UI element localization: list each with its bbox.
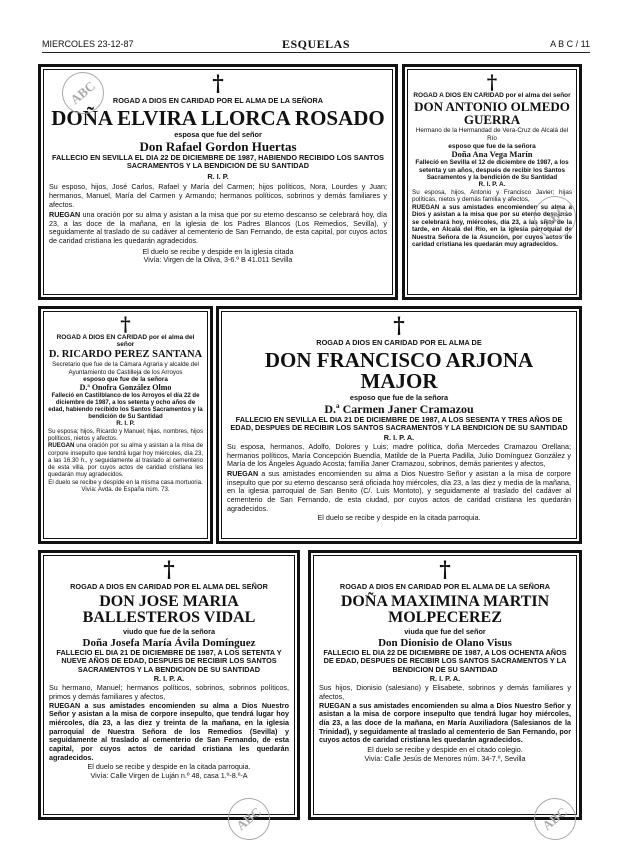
- relation: esposo que fue de la señora: [349, 393, 449, 403]
- relation: viuda que fue del señor: [404, 627, 486, 637]
- page-header: [42, 38, 590, 53]
- address: Vivía: Avda. de España núm. 73.: [81, 486, 170, 494]
- address: Vivía: Calle Virgen de Luján n.º 48, casa 1.º-8.º-A: [90, 770, 248, 780]
- relation: viudo que fue de la señora: [122, 627, 216, 637]
- subintro: Secretario que fue de la Cámara Agraria y alcalde del Ayuntamiento de Castilleja de los Arroyos: [52, 361, 199, 376]
- obituary-perez: [38, 306, 213, 544]
- header-date: MIERCOLES 23-12-87: [42, 39, 134, 49]
- death-notice: FALLECIO EN SEVILLA EL DIA 21 DE DICIEMBRE DE 1987, A LOS SESENTA Y TRES AÑOS DE EDAD, DESPUES DE RECIBIR LOS SANTOS SACRAMENTOS Y LA BENDICION DE SU SANTIDAD: [230, 414, 568, 433]
- request-lead: RUEGAN: [48, 442, 75, 450]
- page-number: A B C / 11: [550, 39, 590, 49]
- request-lead: RUEGAN: [319, 700, 351, 710]
- cross-icon: †: [393, 315, 405, 339]
- family-list: Su esposo, hijos, José Carlos, Rafael y María del Carmen; hijos políticos, Nora, Lourdes y Juan; hermanos, Manuel, María del Carmen y Armando; hermanos políticos, sobrinos y demás familiares y afectos.: [49, 182, 387, 209]
- request-text: a sus amistades encomienden su alma a Dios Nuestro Señor y asistan a la misa de corpore insepulto, que tendrá lugar hoy miércoles, día 23, a las diez y treinta de la mañana, en la iglesia parroquial de Nuestra Señora de los Remedios (Sevilla) y seguidamente al traslado al cementerio de San Fernando, de esta capital, por cuyos actos de caridad cristiana les quedarán agradecidos.: [49, 700, 289, 762]
- family-list: Su esposa; hijos, Ricardo y Manuel; hijas, nombres, hijos políticos, nietos y afectos.: [48, 427, 203, 442]
- deceased-name: DON FRANCISCO ARJONA MAJOR: [264, 348, 534, 394]
- closing: El duelo se recibe y despide en la misma casa mortuoria.: [48, 478, 203, 486]
- deceased-name: D. RICARDO PEREZ SANTANA: [48, 348, 203, 360]
- obituary-intro: ROGAD A DIOS EN CARIDAD POR EL ALMA DE LA SEÑORA: [339, 582, 551, 591]
- cross-icon: †: [486, 72, 498, 94]
- request-text: una oración por su alma y asistan a la misa que por su eterno descanso se celebrará hoy, día 23, a las doce de la mañana, en la iglesia de los Padres Blancos (Los Remedios, Sevilla), y seguidamente al traslado de su cadáver al cementerio de San Fernando, de esta capital, por cuyos actos de caridad cristiana les quedarán agradecidos.: [49, 210, 387, 246]
- relation: esposo que fue de la señora: [448, 142, 536, 150]
- request-text: a sus amistades encomienden su alma a Dios Nuestro Señor y asistan a la misa de corpore insepulto que tendrá lugar hoy miércoles, día 23, a las doce de la mañana, en María Auxiliadora (Salesianos de la Trinidad), y seguidamente al traslado al cementerio de San Fernando, por cuyos actos de caridad cristiana les quedarán agradecidos.: [319, 700, 571, 745]
- spouse-name: Don Rafael Gordon Huertas: [139, 138, 297, 154]
- death-notice: FALLECIO EL DIA 21 DE DICIEMBRE DE 1987, A LOS SETENTA Y NUEVE AÑOS DE EDAD, DESPUES DE RECIBIR LOS SANTOS SACRAMENTOS Y LA BENDICION DE SU SANTIDAD: [56, 647, 282, 674]
- watermark-seal: ABC: [525, 789, 584, 848]
- family-list: Su esposa, hermanos, Adolfo, Dolores y Luis; madre política, doña Mercedes Cramazou Orellana; hermanos políticos, María Concepción Buendía, Matilde de la Puerta Padilla, Julio Domínguez González y María de los Ángeles Aguado Acosta; familia Janer Cramazou, sobrinos, demás parientes y afectos,: [227, 442, 571, 469]
- spouse-name: Doña Josefa María Ávila Domínguez: [82, 636, 256, 649]
- spouse-name: D.ª Carmen Janer Cramazou: [324, 401, 474, 416]
- watermark-seal: ABC: [219, 789, 278, 848]
- obituary-ballesteros: [38, 550, 300, 820]
- deceased-name: DON JOSE MARIA BALLESTEROS VIDAL: [82, 593, 256, 627]
- obituary-olmedo: [402, 64, 582, 300]
- family-list: Su esposa, hijos, Antonio y Francisco Javier; hijas políticas, nietos y demás familia y afectos,: [412, 188, 572, 204]
- address: Vivía: Calle Jesús de Menores núm. 34-7.º, Sevilla: [364, 753, 526, 763]
- deceased-name: DOÑA ELVIRA LLORCA ROSADO: [51, 106, 385, 131]
- subintro: Hermano de la Hermandad de Vera-Cruz de Alcalá del Río: [415, 127, 569, 143]
- spouse-name: Doña Ana Vega Marín: [451, 149, 533, 160]
- family-list: Sus hijos, Dionisio (salesiano) y Elisabete, sobrinos y demás familiares y afectos,: [319, 683, 571, 702]
- rip: R. I. P.: [207, 171, 229, 181]
- rip: R. I. P. A.: [478, 181, 506, 189]
- obituary-intro: ROGAD A DIOS EN CARIDAD POR EL ALMA DE LA SEÑORA: [112, 96, 324, 105]
- watermark-seal: ABC: [53, 63, 112, 122]
- request-text: a sus amistades encomienden su alma a Dios Nuestro Señor y asistan a la misa de corpore insepulto que por su eterno descanso será oficiada hoy miércoles, día 23, a las diez y media de la mañana, en la iglesia parroquial de San Benito (C/. Luis Montoto), y seguidamente al traslado del cadáver al cementerio de San Fernando, de esta ciudad, por cuyos actos de caridad cristiana les quedarán agradecidos.: [227, 469, 571, 513]
- spouse-name: D.ª Onofra González Olmo: [79, 382, 172, 392]
- relation: esposo que fue de la señora: [83, 376, 168, 384]
- death-notice: Falleció en Sevilla el 12 de diciembre de 1987, a los setenta y un años, después de recibir los Santos Sacramentos y la bendición de Su Santidad: [415, 159, 569, 181]
- relation: esposa que fue del señor: [174, 130, 262, 140]
- obituary-intro: ROGAD A DIOS EN CARIDAD por el alma del señor: [56, 334, 195, 349]
- closing: El duelo se recibe y despide en la iglesia citada: [142, 246, 294, 256]
- deceased-name: DON ANTONIO OLMEDO GUERRA: [414, 99, 570, 128]
- cross-icon: †: [212, 73, 224, 97]
- request-lead: RUEGAN: [49, 210, 81, 220]
- death-notice: Falleció en Castilblanco de los Arroyos el día 22 de diciembre de 1987, a los setenta y ocho años de edad, habiendo recibido los Santos Sacramentos y la bendición de Su Santidad: [48, 392, 203, 421]
- cross-icon: †: [163, 559, 175, 583]
- obituary-intro: ROGAD A DIOS EN CARIDAD por el alma del señor: [413, 92, 571, 99]
- request-lead: RUEGAN: [227, 469, 259, 479]
- request-text: a sus amistades encomienden su alma a Dios y asistan a la misa que por su eterno descanso se celebrará hoy, miércoles, día 23, a las siete de la tarde, en Alcalá del Río, en la iglesia parroquial de Nuestra Señora de la Asunción, por cuyos actos de caridad cristiana les quedarán muy agradecidos.: [412, 203, 572, 249]
- rip: R. I. P. A.: [429, 674, 461, 684]
- obituary-intro: ROGAD A DIOS EN CARIDAD POR EL ALMA DEL SEÑOR: [70, 582, 268, 591]
- closing: El duelo se recibe y despide en el citado colegio.: [367, 744, 523, 754]
- death-notice: FALLECIO EN SEVILLA EL DIA 22 DE DICIEMBRE DE 1987, HABIENDO RECIBIDO LOS SANTOS SACRAMENTOS Y LA BENDICION DE SU SANTIDAD: [51, 153, 385, 171]
- rip: R. I. P.: [116, 420, 135, 428]
- rip: R. I. P. A.: [383, 432, 415, 442]
- obituary-intro: ROGAD A DIOS EN CARIDAD POR EL ALMA DE: [316, 338, 482, 347]
- address: Vivía: Virgen de la Oliva, 3-6.º B 41.011 Sevilla: [143, 255, 293, 265]
- death-notice: FALLECIO EL DIA 22 DE DICIEMBRE DE 1987, A LOS OCHENTA AÑOS DE EDAD, DESPUES DE RECIBIR LOS SANTOS SACRAMENTOS Y LA BENDICION DE SU SANTIDAD: [323, 647, 567, 674]
- section-title: ESQUELAS: [281, 37, 351, 51]
- cross-icon: †: [120, 314, 131, 336]
- cross-icon: †: [439, 559, 451, 583]
- closing: El duelo se recibe y despide en la citada parroquia.: [317, 513, 481, 523]
- family-list: Su hermano, Manuel; hermanos políticos, sobrinos, sobrinos políticos, primos y demás familiares y afectos,: [49, 683, 289, 702]
- spouse-name: Don Dionisio de Olano Visus: [378, 636, 512, 649]
- request-lead: RUEGAN: [412, 203, 440, 211]
- request-text: una oración por su alma y asistan a la misa de corpore insepulto que tendrá lugar hoy miércoles, día 23, a las 16.30 h., y seguidamente al traslado al cementerio de esta villa, por cuyos actos de caridad cristiana les quedarán muy agradecidos.: [48, 442, 203, 479]
- request-lead: RUEGAN: [49, 700, 81, 710]
- rip: R. I. P. A.: [153, 674, 185, 684]
- watermark-seal: ABC: [525, 187, 584, 246]
- obituary-martin: [308, 550, 582, 820]
- deceased-name: DOÑA MAXIMINA MARTIN MOLPECEREZ: [340, 593, 550, 627]
- closing: El duelo se recibe y despide en la citada parroquia.: [87, 762, 251, 772]
- obituary-arjona: [216, 306, 582, 544]
